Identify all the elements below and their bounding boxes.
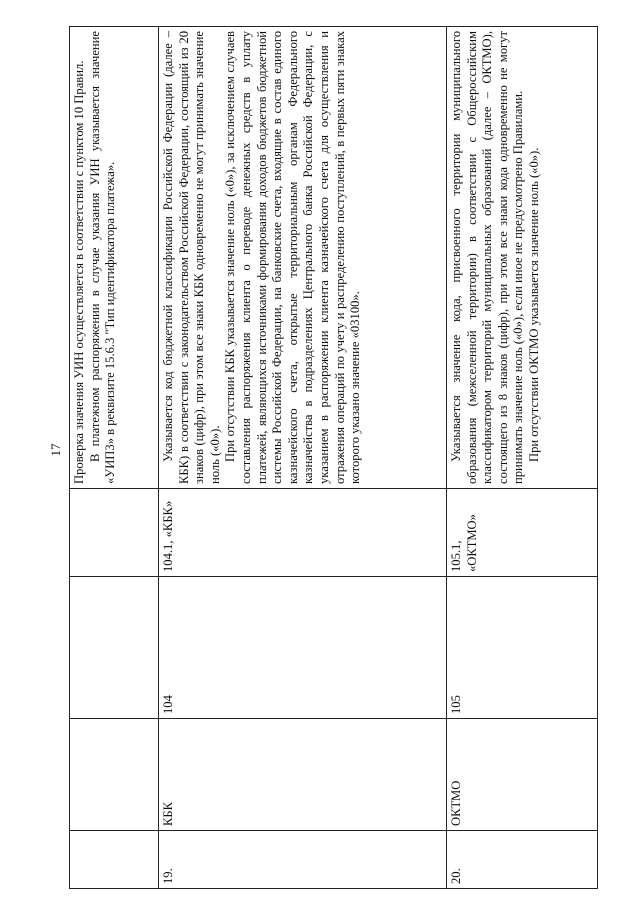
cell-description: [447, 27, 598, 489]
cell-field: 105: [447, 577, 598, 719]
description-paragraph: Проверка значения УИН осуществляется в соответствии с пунктом 10 Правил.: [72, 60, 86, 484]
page-number: 17: [48, 443, 63, 457]
cell-code: 104.1, «КБК»: [159, 489, 447, 577]
cell-code: 105.1, «ОКТМО»: [447, 489, 598, 577]
cell-code: [70, 489, 159, 577]
cell-name: КБК: [159, 719, 447, 831]
cell-num: [70, 831, 159, 889]
cell-name: ОКТМО: [447, 719, 598, 831]
table-row: [159, 27, 447, 889]
description-paragraph: Указывается код бюджетной классификации Российской Федерации (далее – КБК) в соответствии с законодательством Российской Федерации, состоящий из 20 знаков (цифр), при этом все знаки КБК одновременно не могут принимать значение ноль («0»).: [161, 31, 222, 484]
table-row-continuation: [70, 27, 159, 889]
cell-field: [70, 577, 159, 719]
requisites-table: [69, 26, 598, 889]
cell-name: [70, 719, 159, 831]
table-row: [447, 27, 598, 889]
cell-num: 20.: [447, 831, 598, 889]
description-paragraph: При отсутствии КБК указывается значение ноль («0»), за исключением случаев составления распоряжения клиента о переводе денежных средств в уплату платежей, являющихся источниками формирования доходов бюджетов бюджетной системы Российской Федерации, на банковские счета, входящие в состав единого казначейского счета, открытые территориальным органам Федерального казначейства в подразделениях Центрального банка Российской Федерации, с указанием в распоряжении клиента казначейского счета для осуществления и отражения операций по учету и распределению поступлений, в первых пяти знаках которого указано значение «03100».: [223, 31, 363, 484]
cell-description: [159, 27, 447, 489]
cell-description: [70, 27, 159, 489]
rotated-sheet: [69, 27, 599, 889]
cell-field: 104: [159, 577, 447, 719]
description-paragraph: Указывается значение кода, присвоенного территории муниципального образования (межселенной территории) в соответствии с Общероссийским классификатором территорий муниципальных образований (далее – ОКТМО), состоящего из 8 знаков (цифр), при этом все знаки кода одновременно не могут принимать значение ноль («0»), если иное не предусмотрено Правилами.: [449, 31, 526, 484]
cell-num: 19.: [159, 831, 447, 889]
description-paragraph: При отсутствии ОКТМО указывается значение ноль («0»).: [526, 147, 541, 462]
description-paragraph: В платежном распоряжении в случае указания УИН указывается значение «УИП3» в реквизите 15.6.3 "Тип идентификатора платежа».: [87, 31, 118, 484]
